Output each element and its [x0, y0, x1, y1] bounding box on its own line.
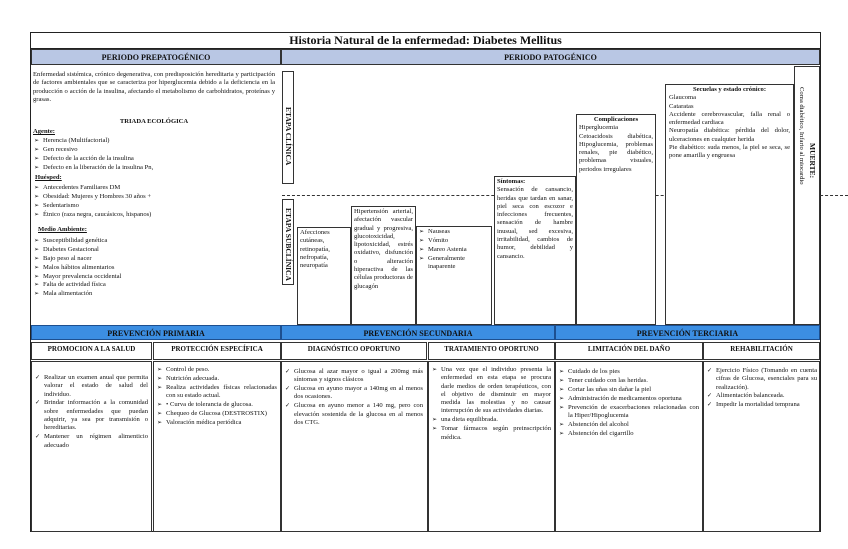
tratamiento-list	[432, 366, 551, 442]
list-item: ➢ Susceptibilidad genética	[34, 237, 274, 245]
etapa-clinica-box	[282, 71, 294, 184]
limitacion-list	[559, 368, 699, 439]
list-item: ✓ Glucosa en ayuno mayor a 140mg en al menos dos ocasiones.	[285, 385, 423, 402]
agente-title: Agente:	[33, 128, 55, 135]
list-item: ✓ Realizar un examen anual que permita valorar el estado de salud del individuo.	[35, 374, 148, 399]
list-item: ➢ Falta de actividad física	[34, 281, 274, 289]
list-item: ➢ Gen recesivo	[34, 146, 274, 154]
sintomas-title: Síntomas:	[497, 178, 526, 185]
rehabilitacion-list	[707, 367, 817, 410]
huesped-list	[34, 184, 274, 220]
list-item: ➢ Tomar fármacos según preinscripción médica.	[432, 425, 551, 442]
rehabilitacion-cell	[703, 361, 820, 532]
promocion-list	[35, 374, 148, 450]
list-item: ➢ Administración de medicamentos oportuna	[559, 395, 699, 403]
list-item: ✓ Ejercicio Físico (Tomando en cuenta cifras de Glucosa, esenciales para su realización).	[707, 367, 817, 392]
list-item: ➢ Herencia (Multifactorial)	[34, 137, 274, 145]
etapa-subclinica-label: ETAPA SUBCLÍNICA	[284, 208, 293, 281]
list-item: ➢ una dieta equilibrada.	[432, 416, 551, 424]
list-item: ✓ Brindar información a la comunidad sobre enfermedades que puedan adquirir, ya sea por transmisión o hereditarias.	[35, 399, 148, 432]
list-item: ➢ Mayor prevalencia occidental	[34, 273, 274, 281]
list-item: ➢ Cuidado de los pies	[559, 368, 699, 376]
medio-title: Medio Ambiente:	[38, 226, 87, 233]
list-item: ➢ Una vez que el individuo presenta la enfermedad en esta etapa se procura darle medios de orden terapéuticos, con el objetivo de disminuir en mayor medida las molestias y no causar interrupción de sus actividades diarias.	[432, 366, 551, 416]
complicaciones-box	[576, 114, 656, 325]
signos-box	[416, 226, 492, 325]
diagnostico-header: DIAGNÓSTICO OPORTUNO	[281, 342, 427, 360]
sintomas-text: Sensación de cansancio, heridas que tardan en sanar, piel seca con escozor e infecciones frecuentes, sensación de hambre inusual, sed excesiva, irritabilidad, cambios de humor, debilidad y cansancio.	[497, 186, 573, 260]
list-item: ➢ Defecto en la liberación de la insulina Pn,	[34, 164, 274, 172]
list-item: ➢ Realiza actividades físicas relacionadas con su estado actual.	[157, 384, 277, 401]
patogenico-header: PERIODO PATOGÉNICO	[281, 49, 820, 65]
alteraciones-text: Afecciones cutáneas, retinopatía, nefropatía, neuropatía	[300, 229, 330, 270]
list-item: ➢ Valoración médica periódica	[157, 419, 277, 427]
list-item: ➢ Étnico (raza negra, caucásicos, hispanos)	[34, 211, 274, 219]
proteccion-header: PROTECCIÓN ESPECÍFICA	[153, 342, 281, 360]
list-item: ➢ Mala alimentación	[34, 290, 274, 298]
tratamiento-header: TRATAMIENTO OPORTUNO	[428, 342, 555, 360]
muerte-box	[794, 66, 820, 325]
list-item: ➢ Antecedentes Familiares DM	[34, 184, 274, 192]
list-item: ➢ Malos hábitos alimentarios	[34, 264, 274, 272]
list-item: ➢ Tener cuidado con las heridas.	[559, 377, 699, 385]
secuelas-title: Secuelas y estado crónico:	[692, 86, 767, 93]
diagram-title: Historia Natural de la enfermedad: Diabetes Mellitus	[31, 33, 820, 49]
fisiopatologia-text: Hipertensión arterial, afectación vascular gradual y progresiva, glucotoxicidad, lipotoxicidad, estrés oxidativo, disfunción o alteración hiperactiva de las células productoras de glucagón	[354, 208, 413, 290]
fisiopatologia-box	[351, 206, 416, 325]
promocion-cell	[31, 361, 152, 532]
list-item: ➢ Mareo Astenia	[419, 246, 489, 254]
list-item: ➢ Prevención de exacerbaciones relacionadas con la Hiper/Hipoglucemia	[559, 404, 699, 421]
list-item: ➢ Control de peso.	[157, 366, 277, 374]
proteccion-list	[157, 366, 277, 428]
diagnostico-list	[285, 368, 423, 428]
list-item: ➢ Chequeo de Glucosa (DESTROSTIX)	[157, 410, 277, 418]
huesped-title: Huésped:	[35, 174, 62, 181]
list-item: ✓ Glucosa en ayuno menor a 140 mg, pero con elevación sostenida de la glucosa en al menos dos CTG.	[285, 402, 423, 427]
list-item: ➢ Abstención del cigarrillo	[559, 430, 699, 438]
disease-definition: Enfermedad sistémica, crónico degenerativa, con predisposición hereditaria y participación de factores ambientales que se caracteriza por hiperglucemia debido a la deficiencia en la producción o acción de la insulina, afectando el metabolismo de carbohidratos, proteínas y grasas.	[33, 71, 275, 103]
list-item: ➢ Vómito	[419, 237, 489, 245]
complicaciones-text: Hiperglucemia Cetoacidosis diabética, Hipoglucemia, problemas renales, pie diabético, problemas visuales, periodos irregulares	[579, 124, 653, 173]
secuelas-box	[665, 84, 794, 325]
agente-list	[34, 137, 274, 173]
secuelas-text: Glaucoma Cataratas Accidente cerebrovascular, falla renal o enfermedad cardiaca Neuropatía diabética: pérdida del dolor, ulceraciones en cualquier herida Pie diabético: suda menos, la piel se seca, se pone amarilla y engruesa	[669, 94, 790, 160]
list-item: ➢ Diabetes Gestacional	[34, 246, 274, 254]
complicaciones-title: Complicaciones	[593, 116, 639, 123]
list-item: ➢ Bajo peso al nacer	[34, 255, 274, 263]
list-item: ➢ Obesidad: Mujeres y Hombres 30 años +	[34, 193, 274, 201]
prepatogenico-header: PERIODO PREPATOGÉNICO	[31, 49, 281, 65]
list-item: ➢ Nutrición adecuada.	[157, 375, 277, 383]
list-item: ➢ Nauseas	[419, 228, 489, 236]
list-item: ➢ Cortar las uñas sin dañar la piel	[559, 386, 699, 394]
list-item: ✓ Mantener un régimen alimenticio adecuado	[35, 433, 148, 450]
list-item: ➢ Defecto de la acción de la insulina	[34, 155, 274, 163]
list-item: ➢ Generalmente inaparente	[419, 255, 489, 272]
list-item: ✓ Glucosa al azar mayor o igual a 200mg más síntomas y signos clásicos	[285, 368, 423, 385]
prevencion-primaria-header: PREVENCIÓN PRIMARIA	[31, 325, 281, 340]
list-item: ✓ Impedir la mortalidad temprana	[707, 401, 817, 409]
diagnostico-cell	[281, 361, 428, 532]
limitacion-header: LIMITACIÓN DEL DAÑO	[555, 342, 703, 360]
rehabilitacion-header: REHABILITACIÓN	[703, 342, 820, 360]
signos-list	[419, 228, 489, 271]
etapa-subclinica-box	[282, 199, 294, 285]
proteccion-cell	[153, 361, 281, 532]
list-item: ➢ • Curva de tolerancia de glucosa.	[157, 401, 277, 409]
prevencion-secundaria-header: PREVENCIÓN SECUNDARIA	[281, 325, 555, 340]
limitacion-cell	[555, 361, 703, 532]
sintomas-box	[494, 176, 576, 325]
prevencion-terciaria-header: PREVENCIÓN TERCIARIA	[555, 325, 820, 340]
alteraciones-box	[297, 227, 351, 325]
list-item: ➢ Abstención del alcohol	[559, 421, 699, 429]
medio-list	[34, 237, 274, 299]
list-item: ✓ Alimentación balanceada.	[707, 392, 817, 400]
muerte-label: MUERTE:	[808, 143, 817, 179]
muerte-text: Coma diabético, Infarto al miocardio	[798, 87, 805, 185]
list-item: ➢ Sedentarismo	[34, 202, 274, 210]
etapa-clinica-label: ETAPA CLÍNICA	[284, 107, 293, 166]
triada-title: TRIADA ECOLÓGICA	[119, 118, 189, 125]
promocion-header: PROMOCION A LA SALUD	[31, 342, 152, 360]
tratamiento-cell	[428, 361, 555, 532]
